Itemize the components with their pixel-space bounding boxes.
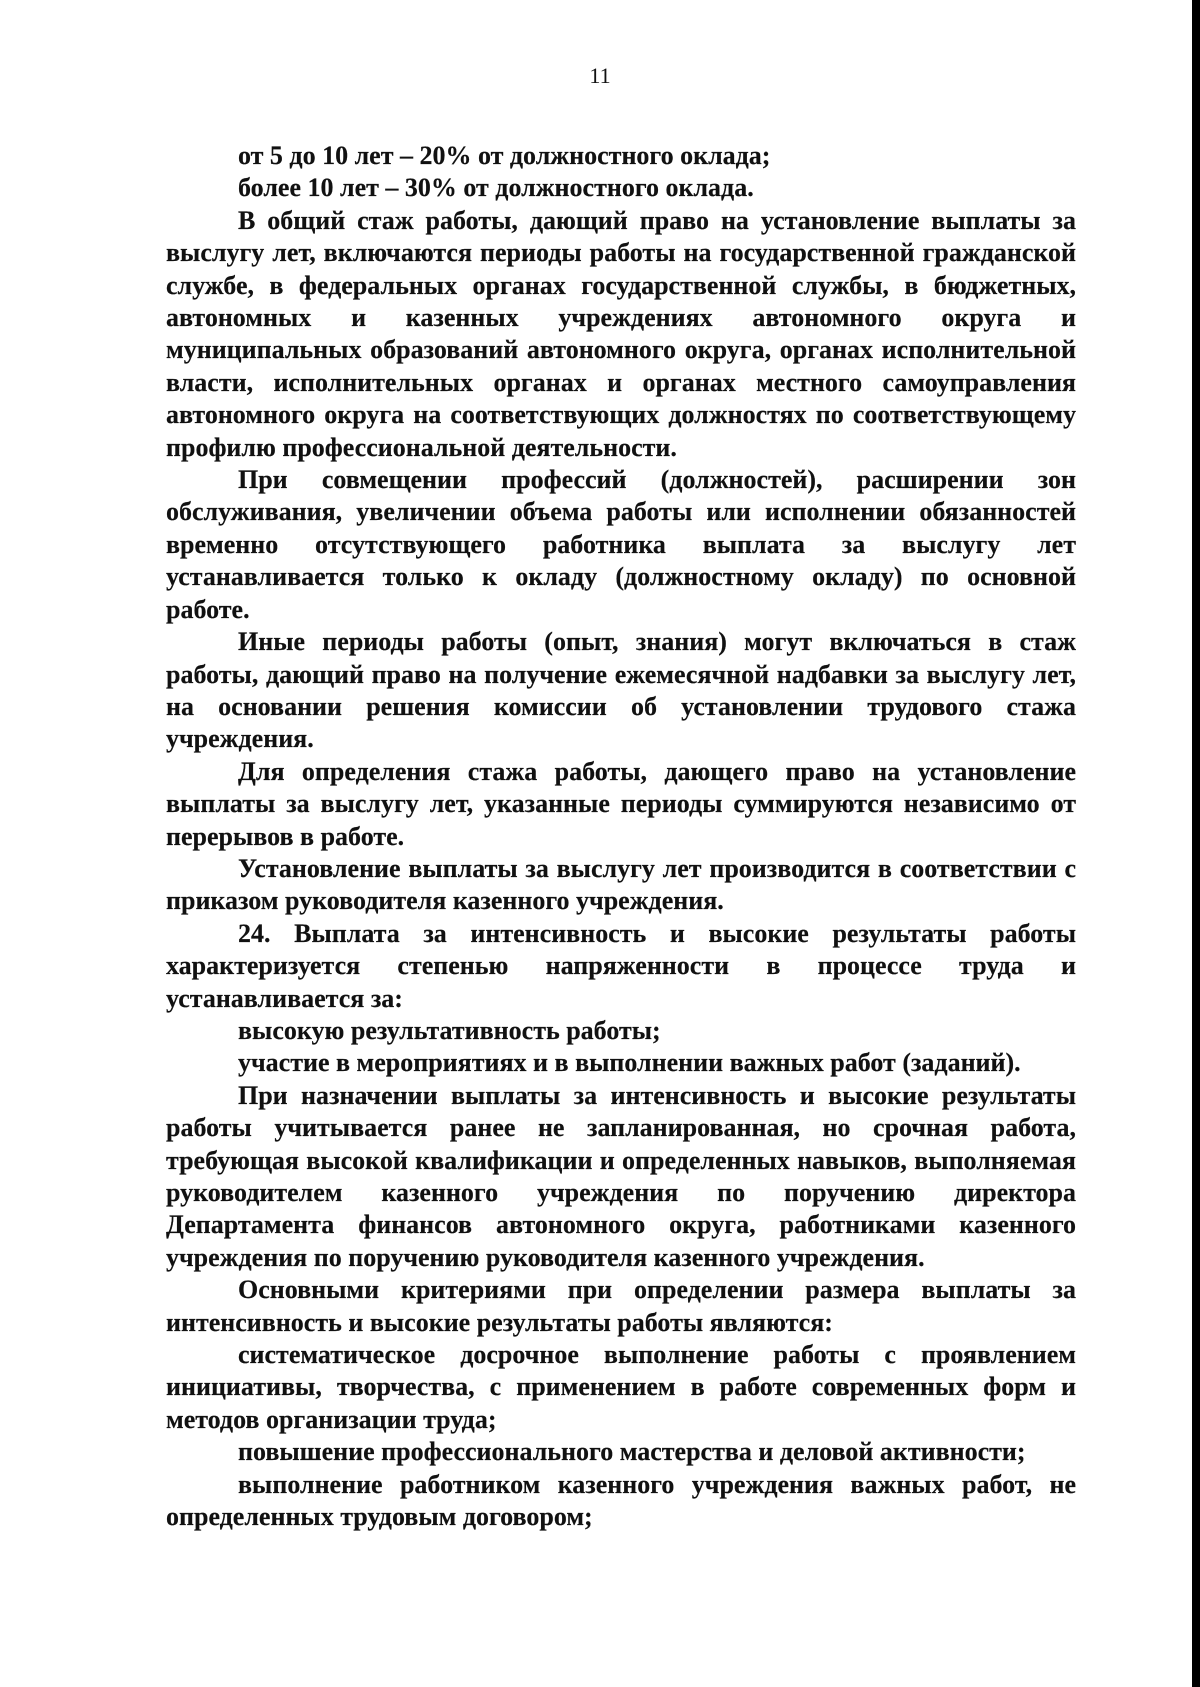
paragraph: Установление выплаты за выслугу лет производится в соответствии с приказом руководителя казенного учреждения. [166, 853, 1076, 916]
paragraph: от 5 до 10 лет – 20% от должностного оклада; [238, 141, 771, 170]
paragraph: участие в мероприятиях и в выполнении важных работ (заданий). [238, 1048, 1021, 1078]
scan-border [1192, 0, 1200, 1687]
page-number: 11 [589, 63, 611, 88]
paragraph: выполнение работником казенного учреждения важных работ, не определенных трудовым договором; [166, 1469, 1076, 1532]
paragraph: Для определения стажа работы, дающего право на установление выплаты за выслугу лет, указанные периоды суммируются независимо от перерывов в работе. [166, 756, 1076, 851]
paragraph: В общий стаж работы, дающий право на установление выплаты за выслугу лет, включаются периоды работы на государственной гражданской службе, в федеральных органах государственной службы, в бюджетных, автономных и казенных учреждениях автономного округа и муниципальных образований автономного округа, органах исполнительной власти, исполнительных органах и органах местного самоуправления автономного округа на соответствующих должностях по соответствующему профилю профессиональной деятельности. [166, 205, 1076, 462]
paragraph: повышение профессионального мастерства и деловой активности; [238, 1437, 1026, 1467]
paragraph: Основными критериями при определении размера выплаты за интенсивность и высокие результаты работы являются: [166, 1275, 1076, 1337]
paragraph: более 10 лет – 30% от должностного оклада. [238, 173, 754, 203]
paragraph: 24. Выплата за интенсивность и высокие результаты работы характеризуется степенью напряженности в процессе труда и устанавливается за: [166, 918, 1076, 1013]
paragraph: систематическое досрочное выполнение работы с проявлением инициативы, творчества, с применением в работе современных форм и методов организации труда; [166, 1340, 1076, 1434]
paragraph: При совмещении профессий (должностей), расширении зон обслуживания, увеличении объема работы или исполнении обязанностей временно отсутствующего работника выплата за выслугу лет устанавливается только к окладу (должностному окладу) по основной работе. [166, 465, 1076, 624]
document-body [166, 140, 1076, 1533]
paragraph: высокую результативность работы; [238, 1015, 661, 1045]
paragraph: При назначении выплаты за интенсивность и высокие результаты работы учитывается ранее не запланированная, но срочная работа, требующая высокой квалификации и определенных навыков, выполняемая руководителем казенного учреждения по поручению директора Департамента финансов автономного округа, работниками казенного учреждения по поручению руководителя казенного учреждения. [166, 1080, 1076, 1272]
paragraph: Иные периоды работы (опыт, знания) могут включаться в стаж работы, дающий право на получение ежемесячной надбавки за выслугу лет, на основании решения комиссии об установлении трудового стажа учреждения. [166, 627, 1076, 754]
